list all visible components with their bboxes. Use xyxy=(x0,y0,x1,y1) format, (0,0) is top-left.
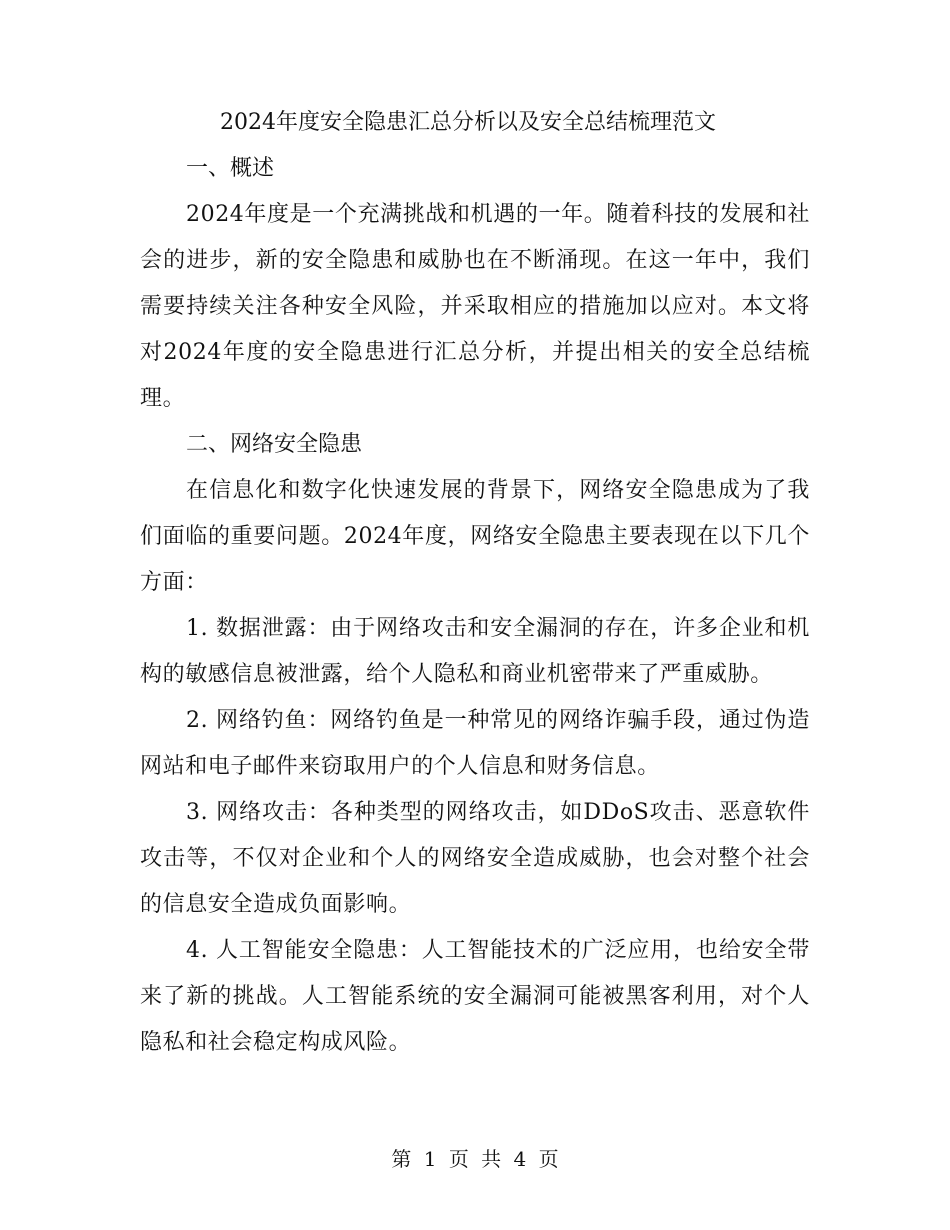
list-item-phishing: 2. 网络钓鱼：网络钓鱼是一种常见的网络诈骗手段，通过伪造网站和电子邮件来窃取用户的个人信息和财务信息。 xyxy=(140,708,810,779)
document-title: 2024年度安全隐患汇总分析以及安全总结梳理范文 xyxy=(220,110,716,135)
page-number-footer: 第 1 页 共 4 页 xyxy=(391,1147,559,1171)
overview-paragraph: 2024年度是一个充满挑战和机遇的一年。随着科技的发展和社会的进步，新的安全隐患和威胁也在不断涌现。在这一年中，我们需要持续关注各种安全风险，并采取相应的措施加以应对。本文将对2024年度的安全隐患进行汇总分析，并提出相关的安全总结梳理。 xyxy=(140,202,810,411)
list-item-network-attack: 3. 网络攻击：各种类型的网络攻击，如DDoS攻击、恶意软件攻击等，不仅对企业和个人的网络安全造成威胁，也会对整个社会的信息安全造成负面影响。 xyxy=(140,800,810,917)
list-item-data-leak: 1. 数据泄露：由于网络攻击和安全漏洞的存在，许多企业和机构的敏感信息被泄露，给个人隐私和商业机密带来了严重威胁。 xyxy=(140,616,810,687)
section-heading-overview: 一、概述 xyxy=(186,156,275,181)
list-item-ai-security: 4. 人工智能安全隐患：人工智能技术的广泛应用，也给安全带来了新的挑战。人工智能系统的安全漏洞可能被黑客利用，对个人隐私和社会稳定构成风险。 xyxy=(140,938,810,1055)
document-body xyxy=(140,100,810,1066)
section-heading-network-security: 二、网络安全隐患 xyxy=(186,432,363,457)
network-intro-paragraph: 在信息化和数字化快速发展的背景下，网络安全隐患成为了我们面临的重要问题。2024年度，网络安全隐患主要表现在以下几个方面： xyxy=(140,478,810,595)
